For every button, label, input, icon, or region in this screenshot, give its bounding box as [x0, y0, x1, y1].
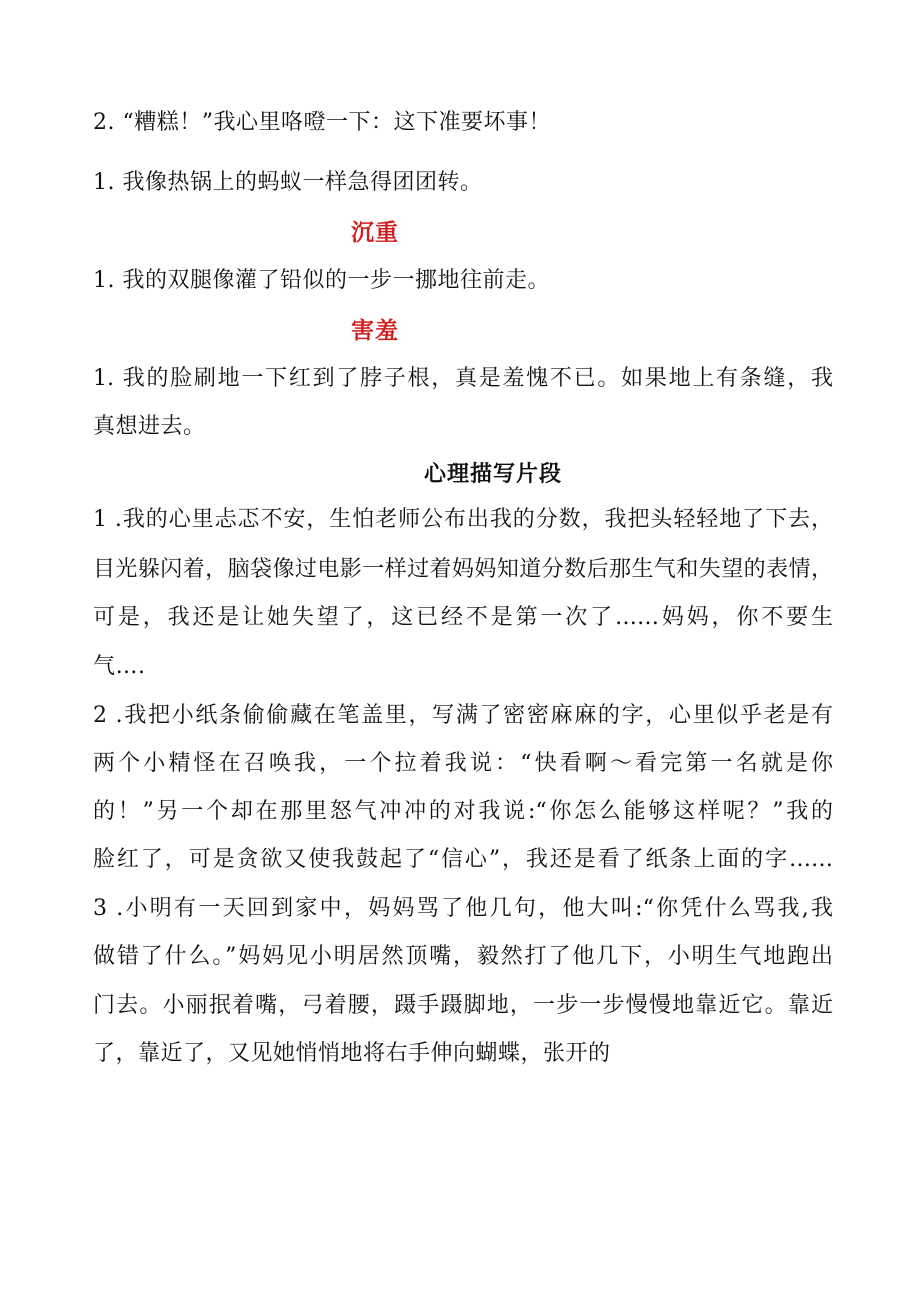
text-line: 真想进去。	[93, 414, 206, 439]
text-line: 1. 我的双腿像灌了铅似的一步一挪地往前走。	[93, 268, 550, 293]
paragraph-line: 了，靠近了，又见她悄悄地将右手伸向蝴蝶，张开的	[93, 1041, 611, 1066]
section-heading-shy: 害羞	[351, 317, 399, 344]
text-line: 1. 我像热锅上的蚂蚁一样急得团团转。	[93, 170, 483, 195]
paragraph-line: 目光躲闪着，脑袋像过电影一样过着妈妈知道分数后那生气和失望的表情，	[93, 557, 833, 582]
paragraph-line: 的！”另一个却在那里怒气冲冲的对我说:“你怎么能够这样呢？”我的	[93, 799, 833, 824]
paragraph-line: 脸红了，可是贪欲又使我鼓起了“信心”，我还是看了纸条上面的字……	[93, 847, 833, 872]
paragraph-line: 气….	[93, 654, 146, 679]
section-heading-psych: 心理描写片段	[424, 462, 563, 487]
paragraph-line: 做错了什么。”妈妈见小明居然顶嘴，毅然打了他几下，小明生气地跑出	[93, 944, 833, 969]
paragraph-line: 1 .我的心里忐忑不安，生怕老师公布出我的分数，我把头轻轻地了下去，	[93, 507, 833, 532]
paragraph-line: 2 .我把小纸条偷偷藏在笔盖里，写满了密密麻麻的字，心里似乎老是有	[93, 703, 833, 728]
section-heading-heavy: 沉重	[351, 219, 399, 246]
paragraph-line: 3 .小明有一天回到家中，妈妈骂了他几句，他大叫:“你凭什么骂我,我	[93, 896, 833, 921]
paragraph-line: 两个小精怪在召唤我，一个拉着我说：“快看啊～看完第一名就是你	[93, 751, 833, 776]
text-line: 2. “糟糕！”我心里咯噔一下：这下准要坏事！	[93, 110, 551, 135]
text-line: 1. 我的脸刷地一下红到了脖子根，真是羞愧不已。如果地上有条缝，我	[93, 366, 833, 391]
paragraph-line: 门去。小丽抿着嘴，弓着腰，蹑手蹑脚地，一步一步慢慢地靠近它。靠近	[93, 993, 833, 1018]
paragraph-line: 可是，我还是让她失望了，这已经不是第一次了……妈妈，你不要生	[93, 605, 833, 630]
